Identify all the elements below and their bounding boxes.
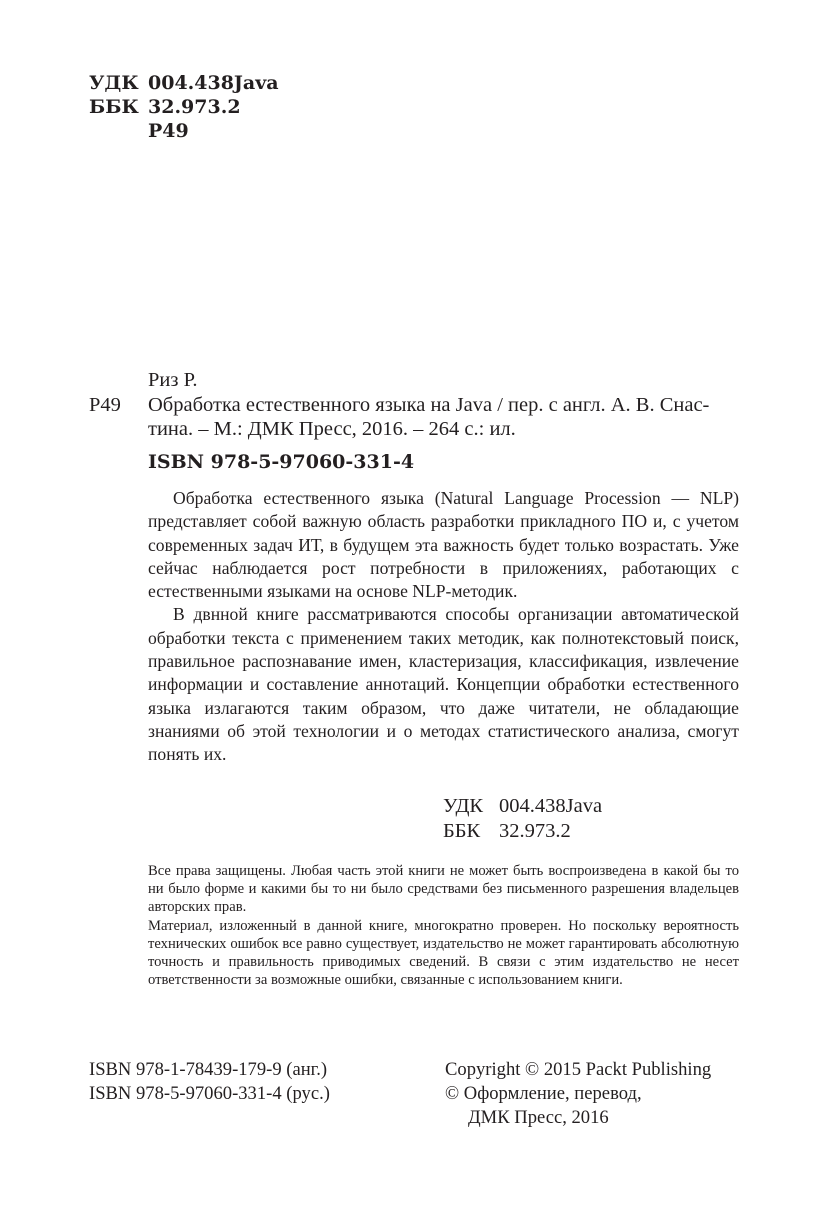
rights-paragraph: Все права защищены. Любая часть этой книги не может быть воспроизведена в какой бы то ни было форме и какими бы то ни было средствами без письменного разрешения владельцев авторских прав. [148, 863, 739, 916]
bbk-value-bottom: 32.973.2 [499, 820, 571, 842]
annotation [148, 487, 739, 767]
annotation-paragraph: Обработка естественного языка (Natural Language Procession — NLP) представляет собой важную область разработки прикладного ПО и, с учетом современных задач ИТ, в будущем эта важность будет только возрастать. Уже сейчас наблюдается рост потребности в приложениях, работающих с естественными языками на основе NLP-методик. [148, 488, 739, 602]
copyright-dmk: ДМК Пресс, 2016 [468, 1107, 609, 1128]
isbn-main: ISBN 978-5-97060-331-4 [148, 451, 415, 473]
udk-label: УДК [89, 72, 139, 94]
classification-top [89, 72, 329, 144]
rights-paragraph: Материал, изложенный в данной книге, многократно проверен. Но поскольку вероятность технических ошибок все равно существует, издательство не может гарантировать абсолютную точность и правильность приводимых сведений. В связи с этим издательство не несет ответственности за возможные ошибки, связанные с использованием книги. [148, 917, 739, 989]
copyright-packt: Copyright © 2015 Packt Publishing [445, 1059, 712, 1080]
bbk-label-bottom: ББК [443, 820, 481, 842]
author-mark-top: Р49 [148, 120, 189, 142]
udk-label-bottom: УДК [443, 795, 484, 817]
author-name: Риз Р. [148, 369, 198, 391]
copyright-design: © Оформление, перевод, [445, 1083, 642, 1104]
udk-value-bottom: 004.438Java [499, 795, 603, 817]
rights-notice [148, 862, 739, 989]
bbk-label: ББК [89, 96, 139, 118]
classification-bottom [443, 794, 643, 844]
isbn-russian: ISBN 978-5-97060-331-4 (рус.) [89, 1083, 330, 1104]
bbk-value: 32.973.2 [148, 96, 241, 118]
book-title-line1: Обработка естественного языка на Java / пер. с англ. А. В. Снас- [148, 394, 710, 416]
isbn-english: ISBN 978-1-78439-179-9 (анг.) [89, 1059, 328, 1080]
book-title-line2: тина. – М.: ДМК Пресс, 2016. – 264 с.: ил. [148, 418, 516, 440]
author-mark: Р49 [89, 394, 121, 416]
annotation-paragraph: В двнной книге рассматриваются способы организации автоматической обработки текста с применением таких методик, как полнотекстовый поиск, правильное распознавание имен, кластеризация, классификация, извлечение информации и составление аннотаций. Концепции обработки естественного языка излагаются таким образом, что даже читатели, не обладающие знаниями об этой технологии и о методах статистического анализа, смогут понять их. [148, 604, 739, 765]
udk-value: 004.438Java [148, 72, 279, 94]
